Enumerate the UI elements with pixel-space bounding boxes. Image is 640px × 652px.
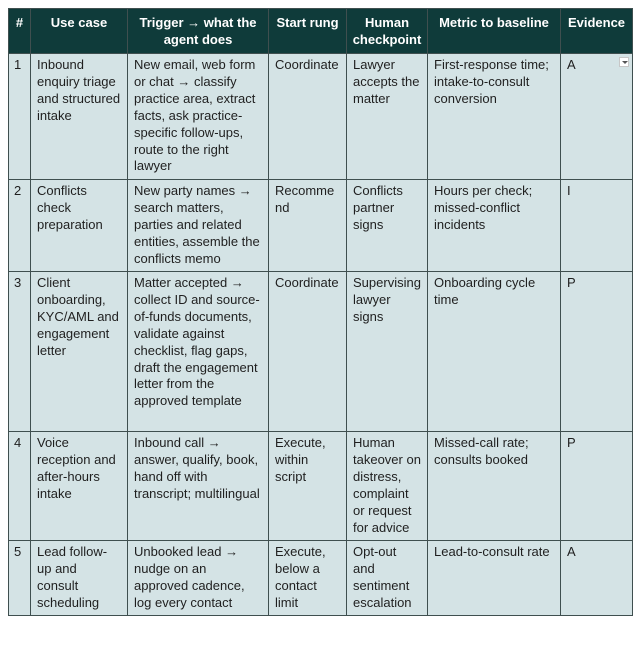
table-row — [9, 54, 633, 180]
header-trigger: Trigger → what the agent does — [128, 9, 269, 54]
cell-start-rung[interactable]: Execute, below a contact limit — [269, 541, 347, 616]
header-row — [9, 9, 633, 54]
dropdown-arrow-icon[interactable] — [619, 57, 629, 67]
cell-number: 5 — [9, 541, 31, 616]
cell-evidence[interactable]: I — [561, 180, 633, 272]
cell-evidence-selected[interactable] — [561, 54, 633, 180]
header-human-checkpoint: Human checkpoint — [347, 9, 428, 54]
cell-evidence[interactable]: P — [561, 432, 633, 541]
header-use-case: Use case — [31, 9, 128, 54]
cell-use-case[interactable]: Voice reception and after-hours intake — [31, 432, 128, 541]
cell-metric[interactable]: Lead-to-consult rate — [428, 541, 561, 616]
header-evidence: Evidence — [561, 9, 633, 54]
table-row — [9, 272, 633, 432]
cell-trigger[interactable]: Unbooked lead → nudge on an approved cadence, log every contact — [128, 541, 269, 616]
cell-number: 2 — [9, 180, 31, 272]
use-case-table — [8, 8, 633, 616]
use-case-table-container — [8, 8, 633, 616]
cell-metric[interactable]: Onboarding cycle time — [428, 272, 561, 432]
cell-evidence[interactable]: P — [561, 272, 633, 432]
cell-start-rung[interactable]: Coordinate — [269, 272, 347, 432]
cell-use-case[interactable]: Conflicts check preparation — [31, 180, 128, 272]
cell-use-case[interactable]: Client onboarding, KYC/AML and engagement letter — [31, 272, 128, 432]
cell-use-case[interactable]: Inbound enquiry triage and structured intake — [31, 54, 128, 180]
table-row — [9, 180, 633, 272]
cell-checkpoint[interactable]: Supervising lawyer signs — [347, 272, 428, 432]
evidence-value: A — [567, 57, 576, 72]
cell-trigger[interactable]: New party names → search matters, parties and related entities, assemble the conflicts memo — [128, 180, 269, 272]
cell-checkpoint[interactable]: Conflicts partner signs — [347, 180, 428, 272]
cell-checkpoint[interactable]: Opt-out and sentiment escalation — [347, 541, 428, 616]
cell-checkpoint[interactable]: Human takeover on distress, complaint or request for advice — [347, 432, 428, 541]
cell-trigger[interactable]: Matter accepted → collect ID and source-of-funds documents, validate against checklist, flag gaps, draft the engagement letter from the approved template — [128, 272, 269, 432]
cell-checkpoint[interactable]: Lawyer accepts the matter — [347, 54, 428, 180]
cell-metric[interactable]: Missed-call rate; consults booked — [428, 432, 561, 541]
cell-start-rung[interactable]: Coordinate — [269, 54, 347, 180]
cell-number: 3 — [9, 272, 31, 432]
header-metric: Metric to baseline — [428, 9, 561, 54]
cell-metric[interactable]: Hours per check; missed-conflict incidents — [428, 180, 561, 272]
cell-number: 4 — [9, 432, 31, 541]
table-row — [9, 432, 633, 541]
cell-evidence[interactable]: A — [561, 541, 633, 616]
cell-start-rung[interactable]: Recommend — [269, 180, 347, 272]
table-row — [9, 541, 633, 616]
cell-number: 1 — [9, 54, 31, 180]
cell-metric[interactable]: First-response time; intake-to-consult conversion — [428, 54, 561, 180]
header-number: # — [9, 9, 31, 54]
header-start-rung: Start rung — [269, 9, 347, 54]
cell-start-rung[interactable]: Execute, within script — [269, 432, 347, 541]
cell-trigger[interactable]: New email, web form or chat → classify practice area, extract facts, ask practice-specific follow-ups, route to the right lawyer — [128, 54, 269, 180]
cell-use-case[interactable]: Lead follow-up and consult scheduling — [31, 541, 128, 616]
cell-trigger[interactable]: Inbound call → answer, qualify, book, hand off with transcript; multilingual — [128, 432, 269, 541]
